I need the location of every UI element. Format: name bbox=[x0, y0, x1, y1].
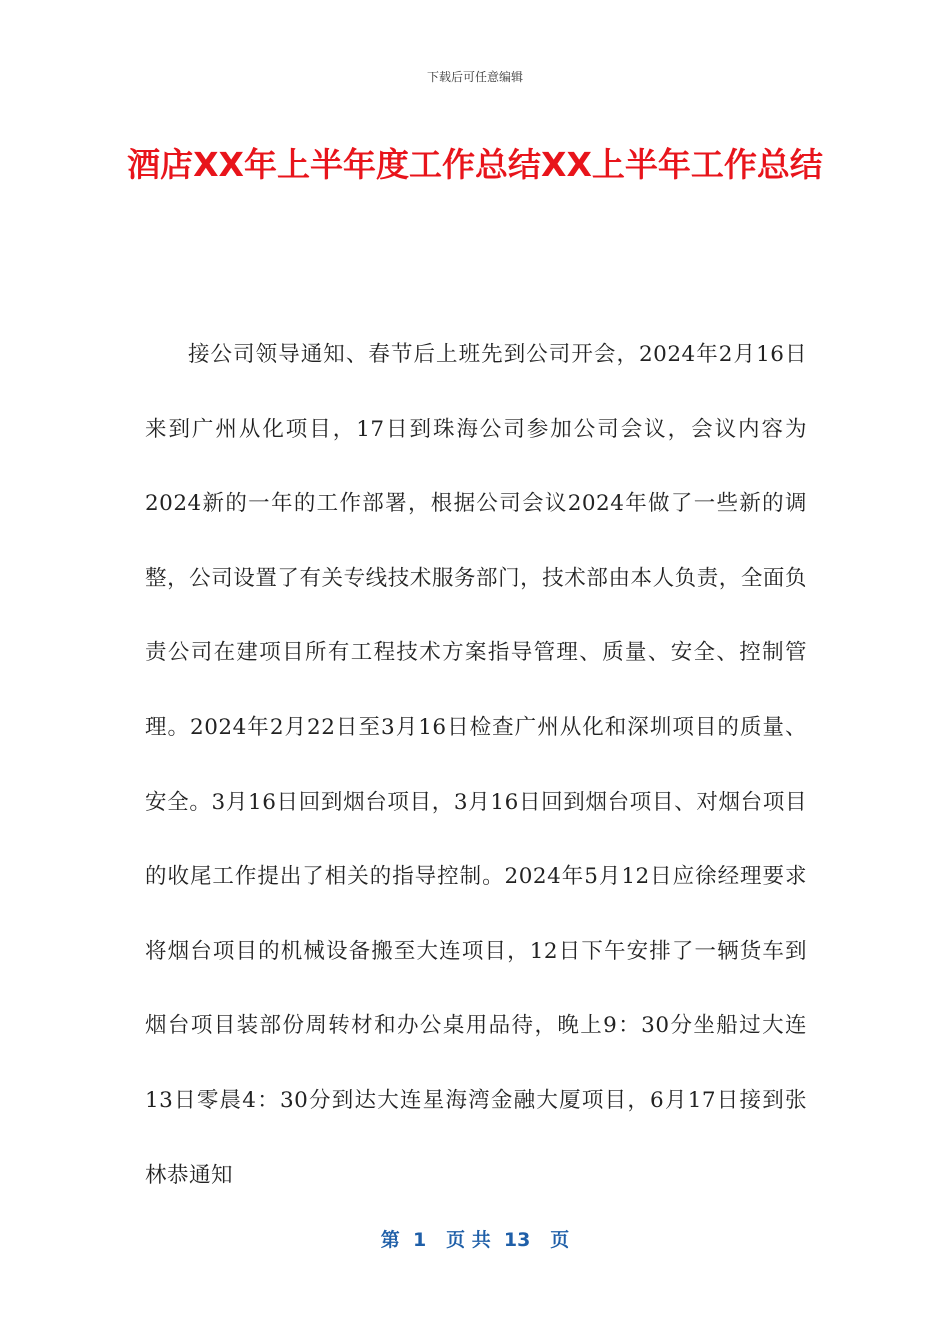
header-note: 下载后可任意编辑 bbox=[426, 70, 523, 84]
page-footer: 第 1 页 共 13 页 bbox=[380, 1229, 570, 1251]
body-paragraph: 接公司领导通知、春节后上班先到公司开会，2024年2月16日来到广州从化项目，17日到珠海公司参加公司会议，会议内容为2024新的一年的工作部署，根据公司会议2024年做了一些新的调整，公司设置了有关专线技术服务部门，技术部由本人负责，全面负责公司在建项目所有工程技术方案指导管理、质量、安全、控制管理。2024年2月22日至3月16日检查广州从化和深圳项目的质量、安全。3月16日回到烟台项目，3月16日回到烟台项目、对烟台项目的收尾工作提出了相关的指导控制。2024年5月12日应徐经理要求将烟台项目的机械设备搬至大连项目，12日下午安排了一辆货车到烟台项目装部份周转材和办公桌用品待，晚上9：30分坐船过大连13日零晨4：30分到达大连星海湾金融大厦项目，6月17日接到张林恭通知 bbox=[145, 342, 807, 1188]
document-title: 酒店XX年上半年度工作总结XX上半年工作总结 bbox=[127, 145, 823, 184]
